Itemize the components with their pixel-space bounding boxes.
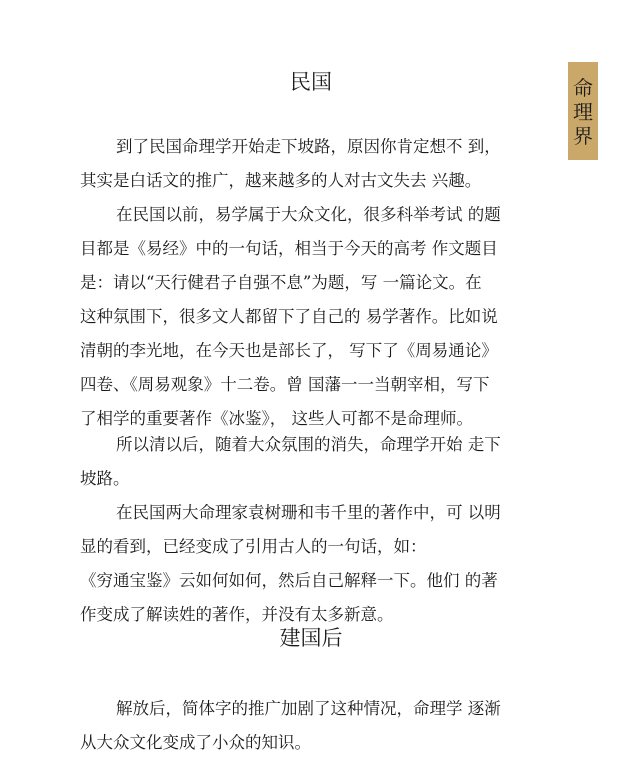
text-line: 从大众文化变成了小众的知识。 xyxy=(80,733,311,752)
text-line: 作变成了解读姓的著作，并没有太多新意。 xyxy=(80,605,394,624)
text-line: 在民国以前，易学属于大众文化，很多科举考试 的题 xyxy=(116,205,501,224)
paragraph xyxy=(80,692,538,760)
text-line: 到了民国命理学开始走下坡路，原因你肯定想不 到， xyxy=(116,137,501,156)
text-line: 在民国两大命理家袁树珊和韦千里的著作中，可 以明 xyxy=(116,503,501,522)
text-line: 其实是白话文的推广，越来越多的人对古文失去 兴趣。 xyxy=(80,171,482,190)
paragraph xyxy=(80,130,538,198)
text-line: 坡路。 xyxy=(80,469,130,488)
text-line: 了相学的重要著作《冰鉴》， 这些人可都不是命理师。 xyxy=(80,409,473,428)
paragraph xyxy=(80,428,538,496)
tab-char: 命 xyxy=(573,76,593,100)
paragraph xyxy=(80,198,538,436)
text-line: 显的看到，已经变成了引用古人的一句话，如： xyxy=(80,537,427,556)
text-line: 《穷通宝鉴》云如何如何，然后自己解释一下。他们 的著 xyxy=(80,571,498,590)
text-line: 目都是《易经》中的一句话，相当于今天的高考 作文题目 xyxy=(80,239,498,258)
text-line: 这种氛围下，很多文人都留下了自己的 易学著作。比如说 xyxy=(80,307,498,326)
paragraph xyxy=(80,496,538,632)
section-title-minguo: 民国 xyxy=(290,70,332,94)
text-line: 解放后，简体字的推广加剧了这种情况，命理学 逐渐 xyxy=(116,699,501,718)
text-line: 清朝的李光地，在今天也是部长了， 写下了《周易通论》 xyxy=(80,341,498,360)
text-line: 四卷、《周易观象》十二卷。曾 国藩一一当朝宰相，写下 xyxy=(80,375,490,394)
tab-char: 理 xyxy=(573,100,593,124)
text-line: 是：请以“天行健君子自强不息”为题，写 一篇论文。在 xyxy=(80,273,482,292)
tab-char: 界 xyxy=(573,124,593,148)
section-title-jianguohou: 建国后 xyxy=(279,626,343,650)
text-line: 所以清以后，随着大众氛围的消失，命理学开始 走下 xyxy=(116,435,501,454)
